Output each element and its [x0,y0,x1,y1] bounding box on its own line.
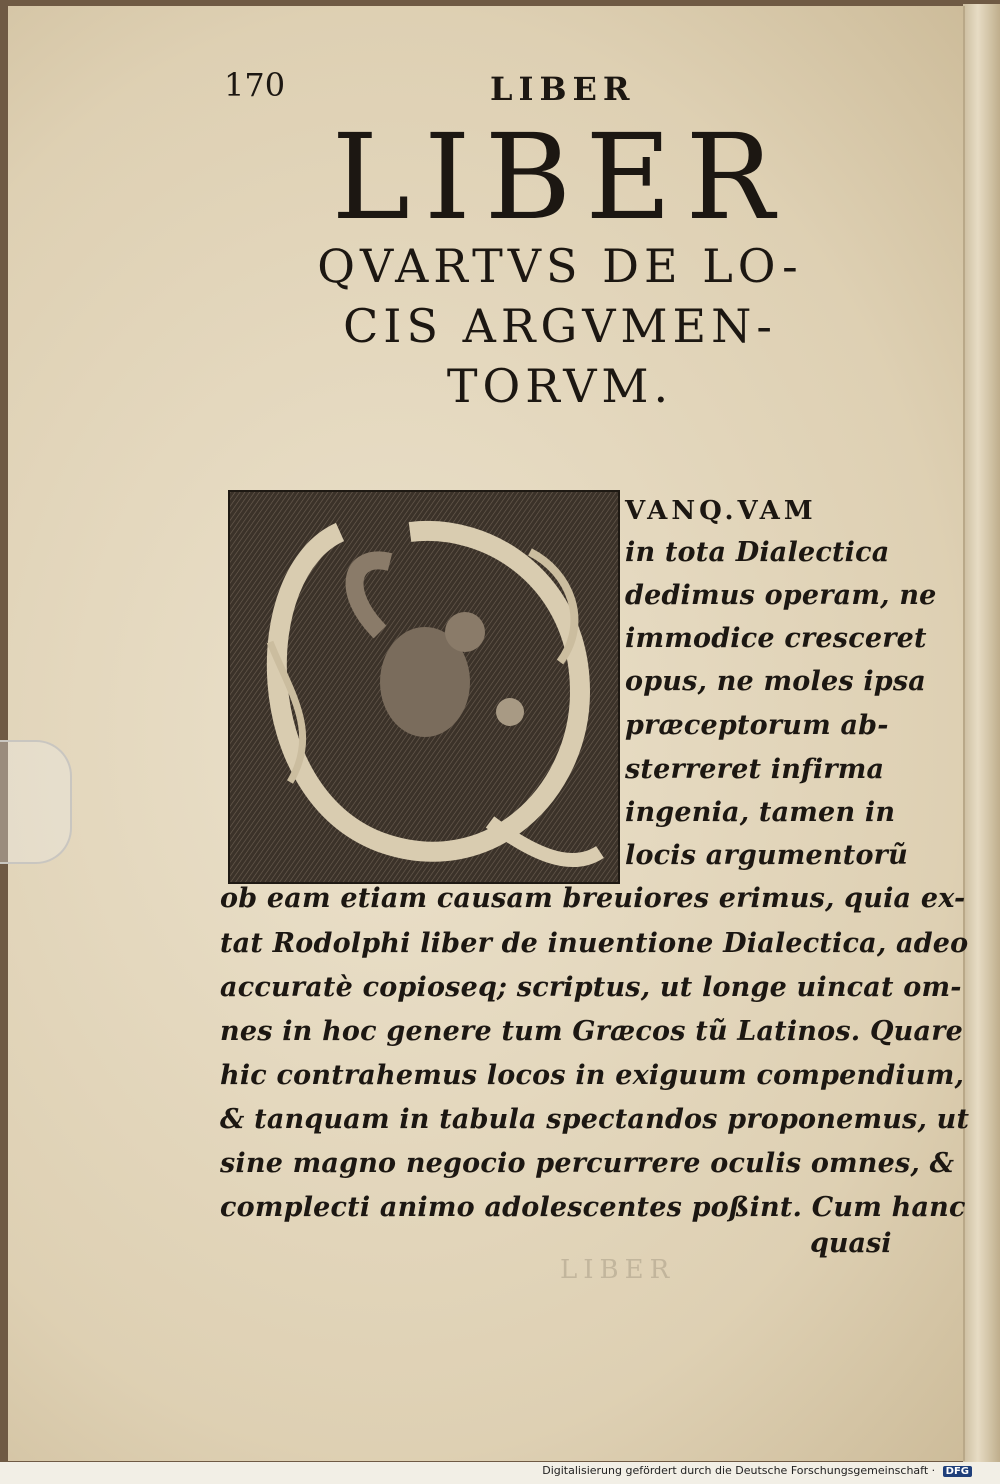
subtitle-line: TORVM. [446,359,674,413]
text-line-2: in tota Dialectica [625,537,890,568]
text-line-17: complecti animo adolescentes poßint. Cum hanc [220,1192,966,1223]
text-line-10: ob eam etiam causam breuiores erimus, quia ex- [220,883,966,914]
subtitle-line: QVARTVS DE LO- [317,239,803,293]
chapter-title: LIBER [331,108,789,246]
catchword: quasi [810,1228,892,1259]
subtitle-line: CIS ARGVMEN- [343,299,777,353]
text-line-8: ingenia, tamen in [625,797,896,828]
text-line-5: opus, ne moles ipsa [625,666,926,697]
text-line-6: præceptorum ab- [625,710,889,741]
running-head [220,62,880,112]
footer-text: Digitalisierung gefördert durch die Deutsche Forschungsgemeinschaft · [542,1464,936,1477]
bleed-through-text: LIBER [560,1255,676,1285]
text-line-13: nes in hoc genere tum Græcos tũ Latinos. Quare [220,1016,963,1047]
woodcut-initial-q [228,490,620,884]
plastic-clip [0,740,72,864]
text-line-7: sterreret infirma [625,754,885,785]
text-line-9: locis argumentorũ [625,840,908,871]
page-number: 170 [224,66,286,104]
dfg-footer [542,1464,972,1477]
text-line-15: & tanquam in tabula spectandos proponemus, ut [220,1104,970,1135]
dfg-logo: DFG [943,1466,972,1477]
text-line-11: tat Rodolphi liber de inuentione Dialectica, adeo [220,928,969,959]
text-line-16: sine magno negocio percurrere oculis omnes, & [220,1148,955,1179]
text-line-12: accuratè copioseq; scriptus, ut longe uincat om- [220,972,962,1003]
text-line-4: immodice cresceret [625,623,927,654]
text-line-3: dedimus operam, ne [625,580,937,611]
text-line-1: VANQ.VAM [625,496,817,526]
running-head-word: LIBER [490,70,636,108]
chapter-subtitle [230,236,890,416]
text-line-14: hic contrahemus locos in exiguum compendium, [220,1060,965,1091]
page-edge [963,4,1000,1464]
